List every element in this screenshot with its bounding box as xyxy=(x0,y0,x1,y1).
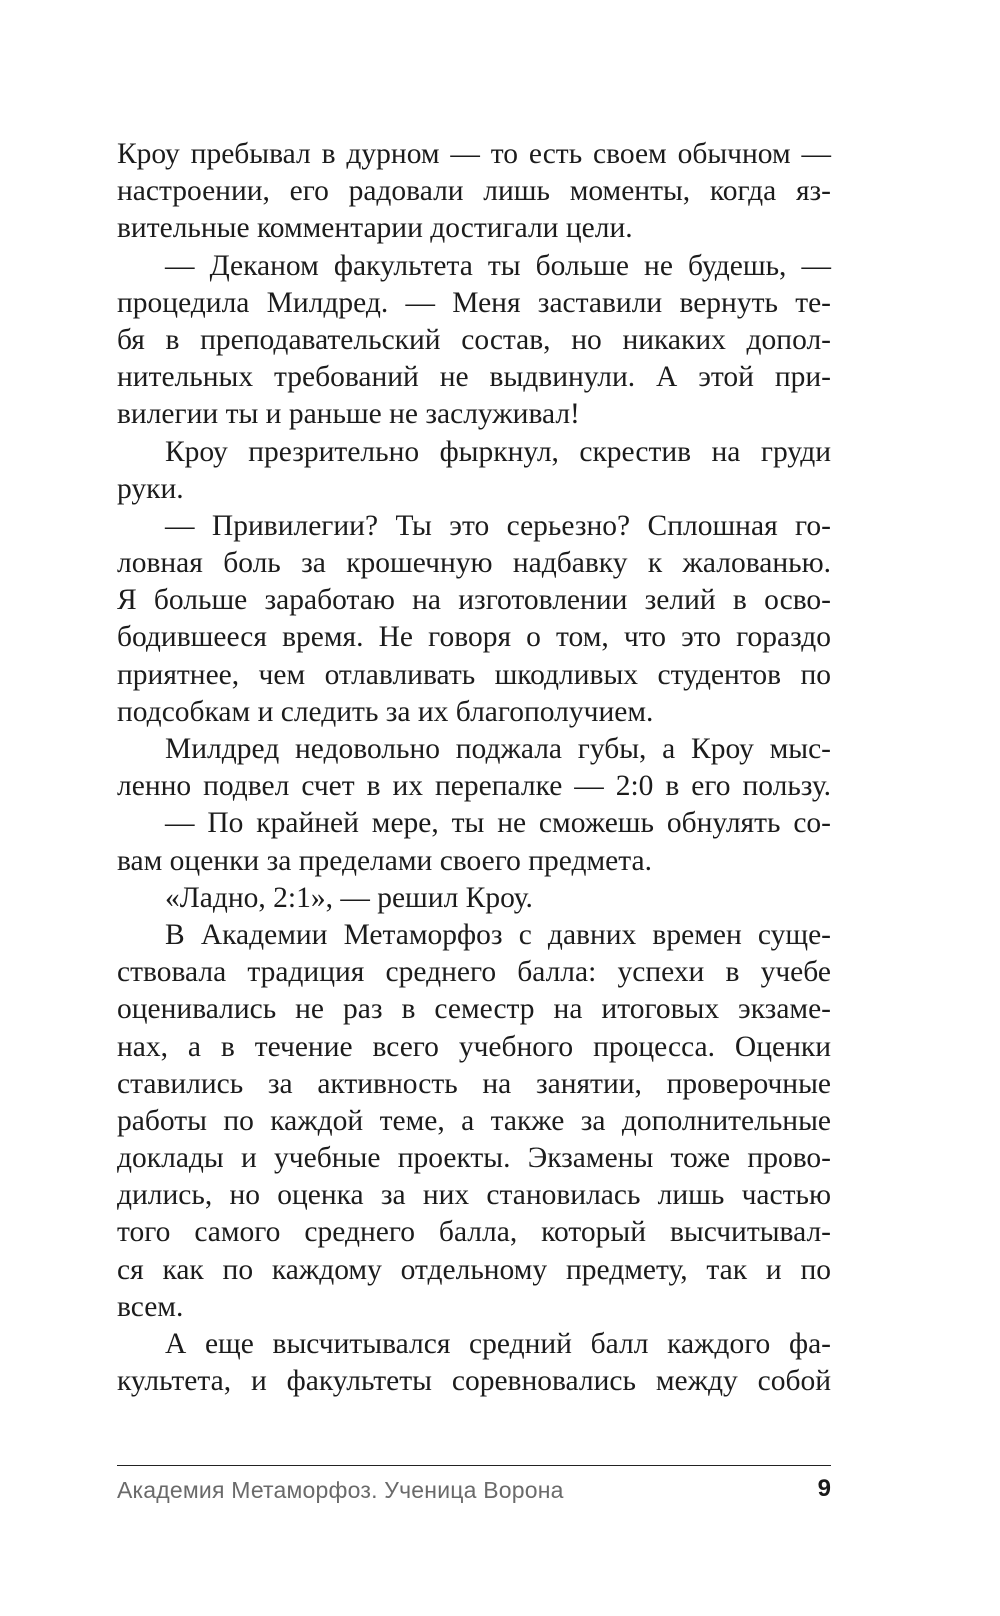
page-number: 9 xyxy=(817,1475,831,1502)
text-line: приятнее, чем отлавливать шкодливых студентов по xyxy=(117,658,831,691)
text-line: Кроу пребывал в дурном — то есть своем обычном — xyxy=(117,138,831,170)
body-text xyxy=(117,136,831,1400)
text-line: Я больше заработаю на изготовлении зелий в осво- xyxy=(117,584,831,617)
text-line: всем. xyxy=(117,1290,184,1323)
running-footer-title: Академия Метаморфоз. Ученица Ворона xyxy=(117,1477,564,1503)
text-line: руки. xyxy=(117,472,184,505)
text-line: работы по каждой теме, а также за дополнительные xyxy=(117,1104,831,1137)
text-line: — Привилегии? Ты это серьезно? Сплошная го- xyxy=(165,509,831,542)
text-line: «Ладно, 2:1», — решил Кроу. xyxy=(165,881,533,914)
text-line: вилегии ты и раньше не заслуживал! xyxy=(117,398,580,431)
text-line: ленно подвел счет в их перепалке — 2:0 в его пользу. xyxy=(117,770,831,803)
text-line: вам оценки за пределами своего предмета. xyxy=(117,844,652,877)
text-line: подсобкам и следить за их благополучием. xyxy=(117,695,654,728)
text-line: ся как по каждому отдельному предмету, так и по xyxy=(117,1253,831,1286)
text-line: — По крайней мере, ты не сможешь обнулять со- xyxy=(165,807,831,840)
text-line: процедила Милдред. — Меня заставили вернуть те- xyxy=(117,286,831,319)
text-line: ставились за активность на занятии, проверочные xyxy=(117,1067,831,1100)
text-line: доклады и учебные проекты. Экзамены тоже прово- xyxy=(117,1142,831,1175)
text-line: вительные комментарии достигали цели. xyxy=(117,212,633,245)
text-line: ловная боль за крошечную надбавку к жалованью. xyxy=(117,547,831,580)
text-line: А еще высчитывался средний балл каждого фа- xyxy=(165,1328,831,1360)
text-line: дились, но оценка за них становилась лишь частью xyxy=(117,1179,831,1212)
text-line: бодившееся время. Не говоря о том, что это гораздо xyxy=(117,621,831,654)
text-line: Милдред недовольно поджала губы, а Кроу мыс- xyxy=(165,733,831,765)
footer-divider xyxy=(117,1465,831,1466)
text-line: — Деканом факультета ты больше не будешь, — xyxy=(165,249,831,282)
text-line: В Академии Метаморфоз с давних времен суще- xyxy=(165,918,831,951)
text-line: культета, и факультеты соревновались между собой xyxy=(117,1365,831,1398)
text-line: ствовала традиция среднего балла: успехи в учебе xyxy=(117,956,831,989)
text-line: того самого среднего балла, который высчитывал- xyxy=(117,1216,831,1249)
text-line: нах, а в течение всего учебного процесса. Оценки xyxy=(117,1030,831,1063)
text-line: Кроу презрительно фыркнул, скрестив на груди xyxy=(165,435,831,468)
text-line: настроении, его радовали лишь моменты, когда яз- xyxy=(117,175,831,208)
text-line: бя в преподавательский состав, но никаких допол- xyxy=(117,323,831,356)
text-line: оценивались не раз в семестр на итоговых экзаме- xyxy=(117,993,831,1026)
text-line: нительных требований не выдвинули. А этой при- xyxy=(117,361,831,394)
